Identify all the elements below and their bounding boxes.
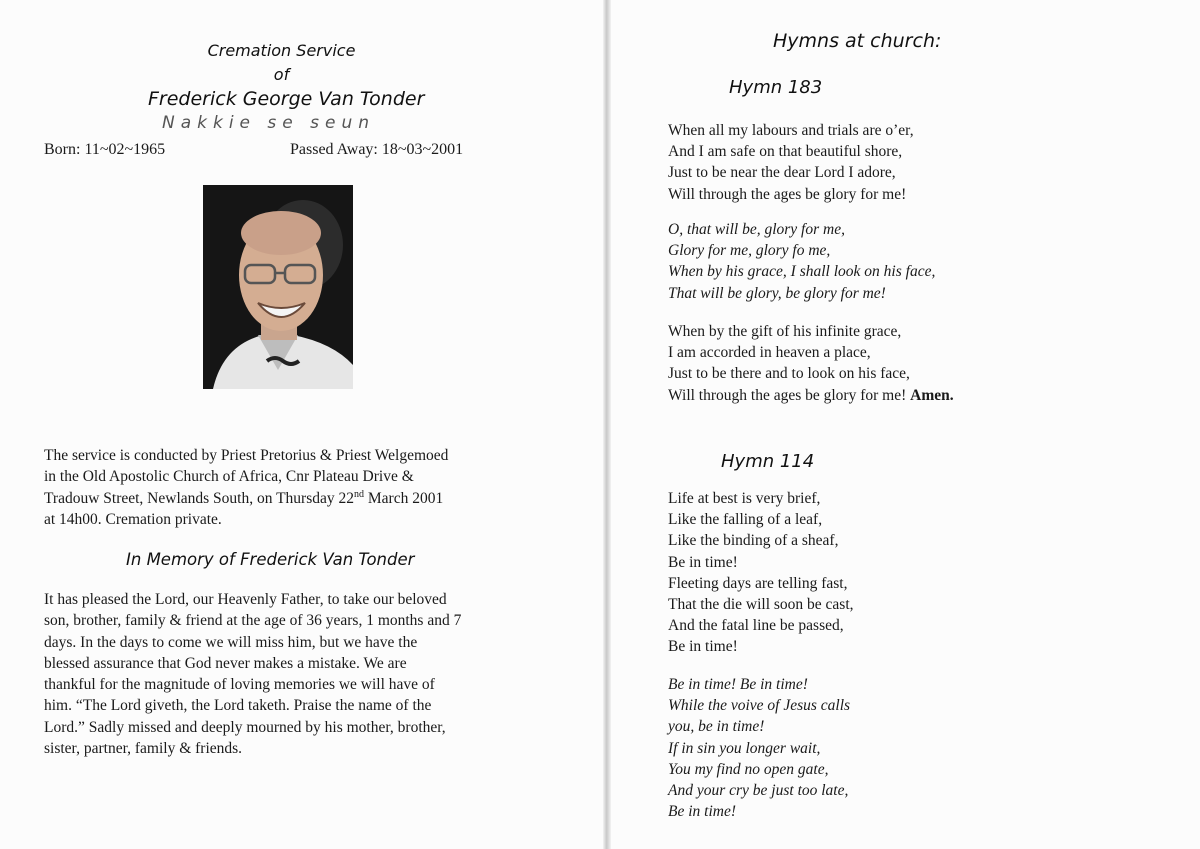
title-line-1: Cremation Service xyxy=(207,41,356,60)
memory-heading: In Memory of Frederick Van Tonder xyxy=(126,550,415,569)
title-line-2: of xyxy=(273,65,290,84)
hymn-114-chorus: Be in time! Be in time! While the voive of Jesus calls you, be in time! If in sin you longer wait, You my find no open gate, And your cry be just too late, Be in time! xyxy=(668,676,851,821)
service-details xyxy=(44,445,564,530)
amen-label: Amen. xyxy=(910,386,954,404)
service-details-part2: March 2001 at 14h00. Cremation private. xyxy=(44,489,444,528)
page-fold xyxy=(603,0,611,849)
passed-away-date: Passed Away: 18~03~2001 xyxy=(290,141,464,158)
handwritten-note: Nakkie se seun xyxy=(162,113,375,133)
deceased-name: Frederick George Van Tonder xyxy=(148,88,425,110)
portrait-photo xyxy=(203,185,353,389)
hymn-183-verse-2 xyxy=(668,321,954,406)
hymn-183-verse-2-text: When by the gift of his infinite grace, I am accorded in heaven a place, Just to be there and to look on his face, Will through the ages be glory for me! xyxy=(668,323,910,404)
hymn-183-title: Hymn 183 xyxy=(729,77,823,98)
born-date: Born: 11~02~1965 xyxy=(44,141,166,158)
hymn-183-verse-1: When all my labours and trials are o’er, And I am safe on that beautiful shore, Just to be near the dear Lord I adore, Will through the ages be glory for me! xyxy=(668,122,914,203)
service-date-ordinal: nd xyxy=(354,488,364,500)
right-page xyxy=(611,0,1200,849)
memory-text: It has pleased the Lord, our Heavenly Father, to take our beloved son, brother, family & friend at the age of 36 years, 1 months and 7 days. In the days to come we will miss him, but we have the blessed assurance that God never makes a mistake. We are thankful for the magnitude of loving memories we will have of him. “The Lord giveth, the Lord taketh. Praise the name of the Lord.” Sadly missed and deeply mourned by his mother, brother, sister, partner, family & friends. xyxy=(44,591,462,758)
service-details-part1: The service is conducted by Priest Pretorius & Priest Welgemoed in the Old Apostolic Church of Africa, Cnr Plateau Drive & Tradouw Street, Newlands South, on Thursday 22 xyxy=(44,447,449,507)
hymn-183-chorus: O, that will be, glory for me, Glory for me, glory fo me, When by his grace, I shall look on his face, That will be glory, be glory for me! xyxy=(668,221,936,302)
hymns-heading: Hymns at church: xyxy=(773,30,942,52)
hymn-114-verse-1: Life at best is very brief, Like the falling of a leaf, Like the binding of a sheaf, Be in time! Fleeting days are telling fast, That the die will soon be cast, And the fatal line be passed, Be in time! xyxy=(668,490,854,656)
hymn-114-title: Hymn 114 xyxy=(721,451,815,472)
